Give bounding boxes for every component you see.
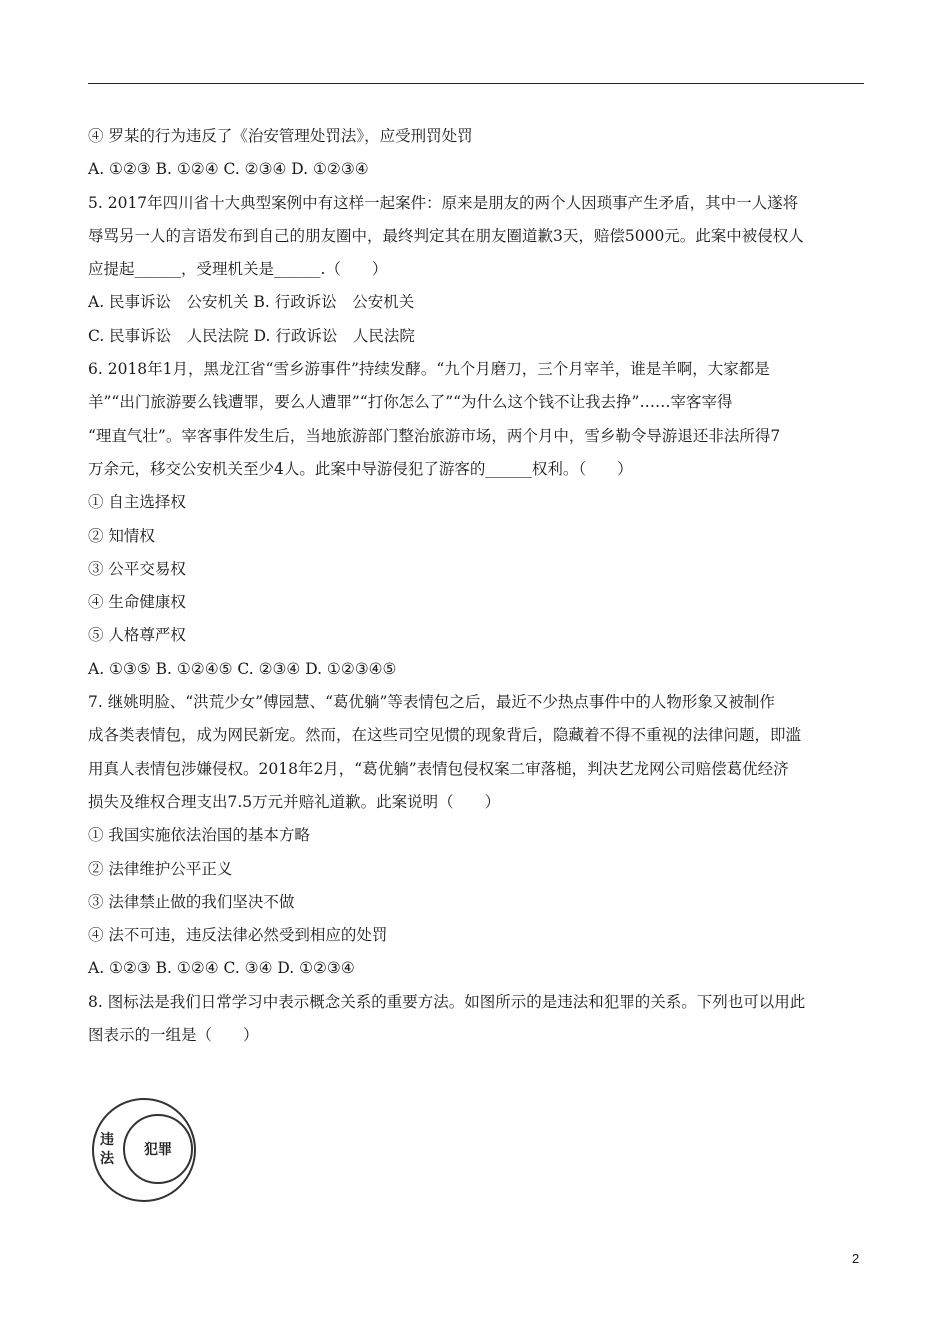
text-line: 8. 图标法是我们日常学习中表示概念关系的重要方法。如图所示的是违法和犯罪的关系。下列也可以用此: [88, 992, 806, 1011]
text-line: 6. 2018年1月，黑龙江省“雪乡游事件”持续发酵。“九个月磨刀，三个月宰羊，谁是羊啊，大家都是: [88, 360, 770, 379]
text-line: A. ①②③ B. ①②④ C. ③④ D. ①②③④: [88, 959, 355, 978]
text-line: 应提起______，受理机关是______.（ ）: [88, 260, 388, 279]
venn-diagram: [86, 1096, 206, 1204]
text-line: A. 民事诉讼 公安机关 B. 行政诉讼 公安机关: [88, 293, 415, 312]
text-line: ⑤ 人格尊严权: [88, 626, 186, 645]
text-line: 5. 2017年四川省十大典型案例中有这样一起案件：原来是朋友的两个人因琐事产生矛盾，其中一人遂将: [88, 193, 799, 212]
page-number: 2: [852, 1251, 860, 1266]
text-line: ④ 法不可违，违反法律必然受到相应的处罚: [88, 926, 388, 945]
text-line: 7. 继姚明脸、“洪荒少女”傅园慧、“葛优躺”等表情包之后，最近不少热点事件中的人物形象又被制作: [88, 693, 775, 712]
text-line: ① 自主选择权: [88, 493, 186, 512]
outer-label-top: 违: [100, 1132, 114, 1148]
text-line: ④ 罗某的行为违反了《治安管理处罚法》，应受刑罚处罚: [88, 127, 473, 145]
text-line: 图表示的一组是（ ）: [88, 1026, 259, 1045]
question-text: [88, 120, 864, 1052]
text-line: ③ 法律禁止做的我们坚决不做: [88, 892, 295, 911]
text-line: “理直气壮”。宰客事件发生后，当地旅游部门整治旅游市场，两个月中，雪乡勒令导游退还非法所得7: [88, 426, 781, 445]
text-line: 成各类表情包，成为网民新宠。然而，在这些司空见惯的现象背后，隐藏着不得不重视的法律问题，即滥: [88, 726, 802, 745]
text-line: C. 民事诉讼 人民法院 D. 行政诉讼 人民法院: [88, 326, 415, 345]
header-rule: [88, 83, 864, 84]
text-line: ④ 生命健康权: [88, 593, 186, 612]
text-line: ③ 公平交易权: [88, 559, 186, 578]
outer-label-bottom: 法: [100, 1151, 114, 1167]
text-line: A. ①③⑤ B. ①②④⑤ C. ②③④ D. ①②③④⑤: [88, 659, 397, 678]
text-line: 羊”“出门旅游要么钱遭罪，要么人遭罪”“打你怎么了”“为什么这个钱不让我去挣”……宰客宰得: [88, 393, 733, 412]
text-line: ① 我国实施依法治国的基本方略: [88, 826, 310, 845]
text-line: A. ①②③ B. ①②④ C. ②③④ D. ①②③④: [88, 160, 369, 179]
text-line: 辱骂另一人的言语发布到自己的朋友圈中，最终判定其在朋友圈道歉3天，赔偿5000元。此案中被侵权人: [88, 226, 804, 245]
text-line: 万余元，移交公安机关至少4人。此案中导游侵犯了游客的______权利。（ ）: [88, 459, 633, 478]
text-line: ② 法律维护公平正义: [88, 859, 233, 878]
text-line: ② 知情权: [88, 526, 155, 545]
text-line: 损失及维权合理支出7.5万元并赔礼道歉。此案说明（ ）: [88, 792, 501, 811]
inner-label: 犯罪: [144, 1142, 172, 1158]
text-line: 用真人表情包涉嫌侵权。2018年2月，“葛优躺”表情包侵权案二审落槌，判决艺龙网公司赔偿葛优经济: [88, 759, 789, 778]
